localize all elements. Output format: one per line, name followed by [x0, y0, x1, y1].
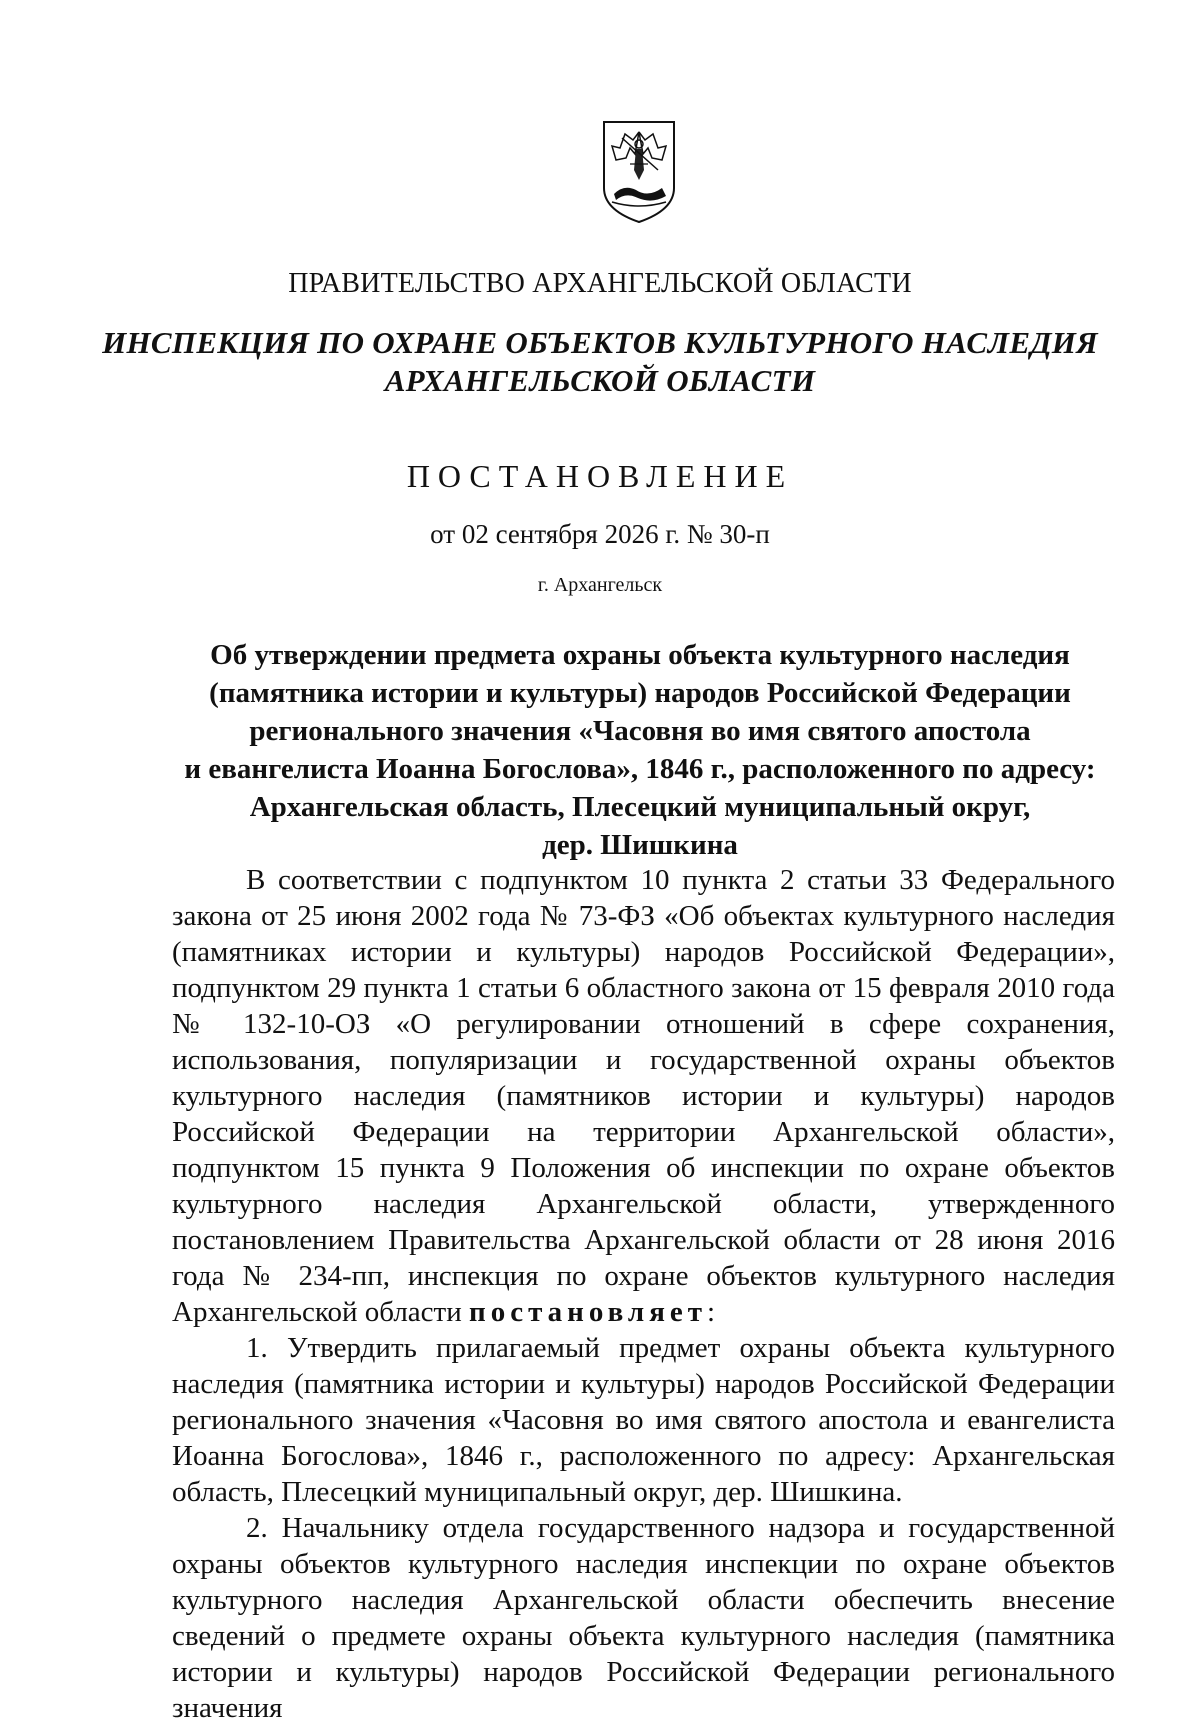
resolves-colon: : [707, 1296, 716, 1328]
title-line: Об утверждении предмета охраны объекта культурного наследия [210, 639, 1070, 671]
item-1-paragraph: 1. Утвердить прилагаемый предмет охраны объекта культурного наследия (памятника истории и культуры) народов Российской Федерации регионального значения «Часовня во имя святого апостола и евангелиста Иоанна Богослова», 1846 г., расположенного по адресу: Архангельская область, Плесецкий муниципальный округ, дер. Шишкина. [172, 1332, 1115, 1508]
resolves-word: постановляет [468, 1296, 708, 1328]
item-2-paragraph: 2. Начальнику отдела государственного надзора и государственной охраны объектов культурного наследия инспекции по охране объектов культурного наследия Архангельской области обеспечить внесение сведений о предмете охраны объекта культурного наследия (памятника истории и культуры) народов Российской Федерации регионального значения [172, 1512, 1115, 1724]
title-line: Архангельская область, Плесецкий муниципальный округ, [249, 791, 1031, 823]
coat-of-arms-emblem [600, 118, 678, 226]
preamble-text: В соответствии с подпунктом 10 пункта 2 статьи 33 Федерального закона от 25 июня 2002 года № 73-ФЗ «Об объектах культурного наследия (памятниках истории и культуры) народов Российской Федерации», подпунктом 29 пункта 1 статьи 6 областного закона от 15 февраля 2010 года № 132-10-ОЗ «О регулировании отношений в сфере сохранения, использования, популяризации и государственной охраны объектов культурного наследия (памятников истории и культуры) народов Российской Федерации на территории Архангельской области», подпунктом 15 пункта 9 Положения об инспекции по охране объектов культурного наследия Архангельской области, утвержденного постановлением Правительства Архангельской области от 28 июня 2016 года № 234-пп, инспекция по охране объектов культурного наследия Архангельской области [172, 864, 1115, 1328]
document-type-heading: ПОСТАНОВЛЕНИЕ [406, 458, 794, 494]
inspection-heading-line1: ИНСПЕКЦИЯ ПО ОХРАНЕ ОБЪЕКТОВ КУЛЬТУРНОГО НАСЛЕДИЯ [102, 325, 1098, 360]
inspection-heading-line2: АРХАНГЕЛЬСКОЙ ОБЛАСТИ [384, 363, 816, 398]
title-line: и евангелиста Иоанна Богослова», 1846 г., расположенного по адресу: [184, 753, 1096, 785]
government-heading: ПРАВИТЕЛЬСТВО АРХАНГЕЛЬСКОЙ ОБЛАСТИ [288, 268, 912, 299]
title-line: (памятника истории и культуры) народов Российской Федерации [209, 677, 1071, 709]
resolution-title [160, 636, 1120, 864]
title-line: дер. Шишкина [542, 829, 738, 861]
preamble-paragraph [172, 862, 1115, 1330]
title-line: регионального значения «Часовня во имя святого апостола [249, 715, 1031, 747]
city-line: г. Архангельск [537, 574, 663, 596]
document-body [172, 862, 1115, 1726]
date-number-line: от 02 сентября 2026 г. № 30-п [430, 519, 770, 549]
